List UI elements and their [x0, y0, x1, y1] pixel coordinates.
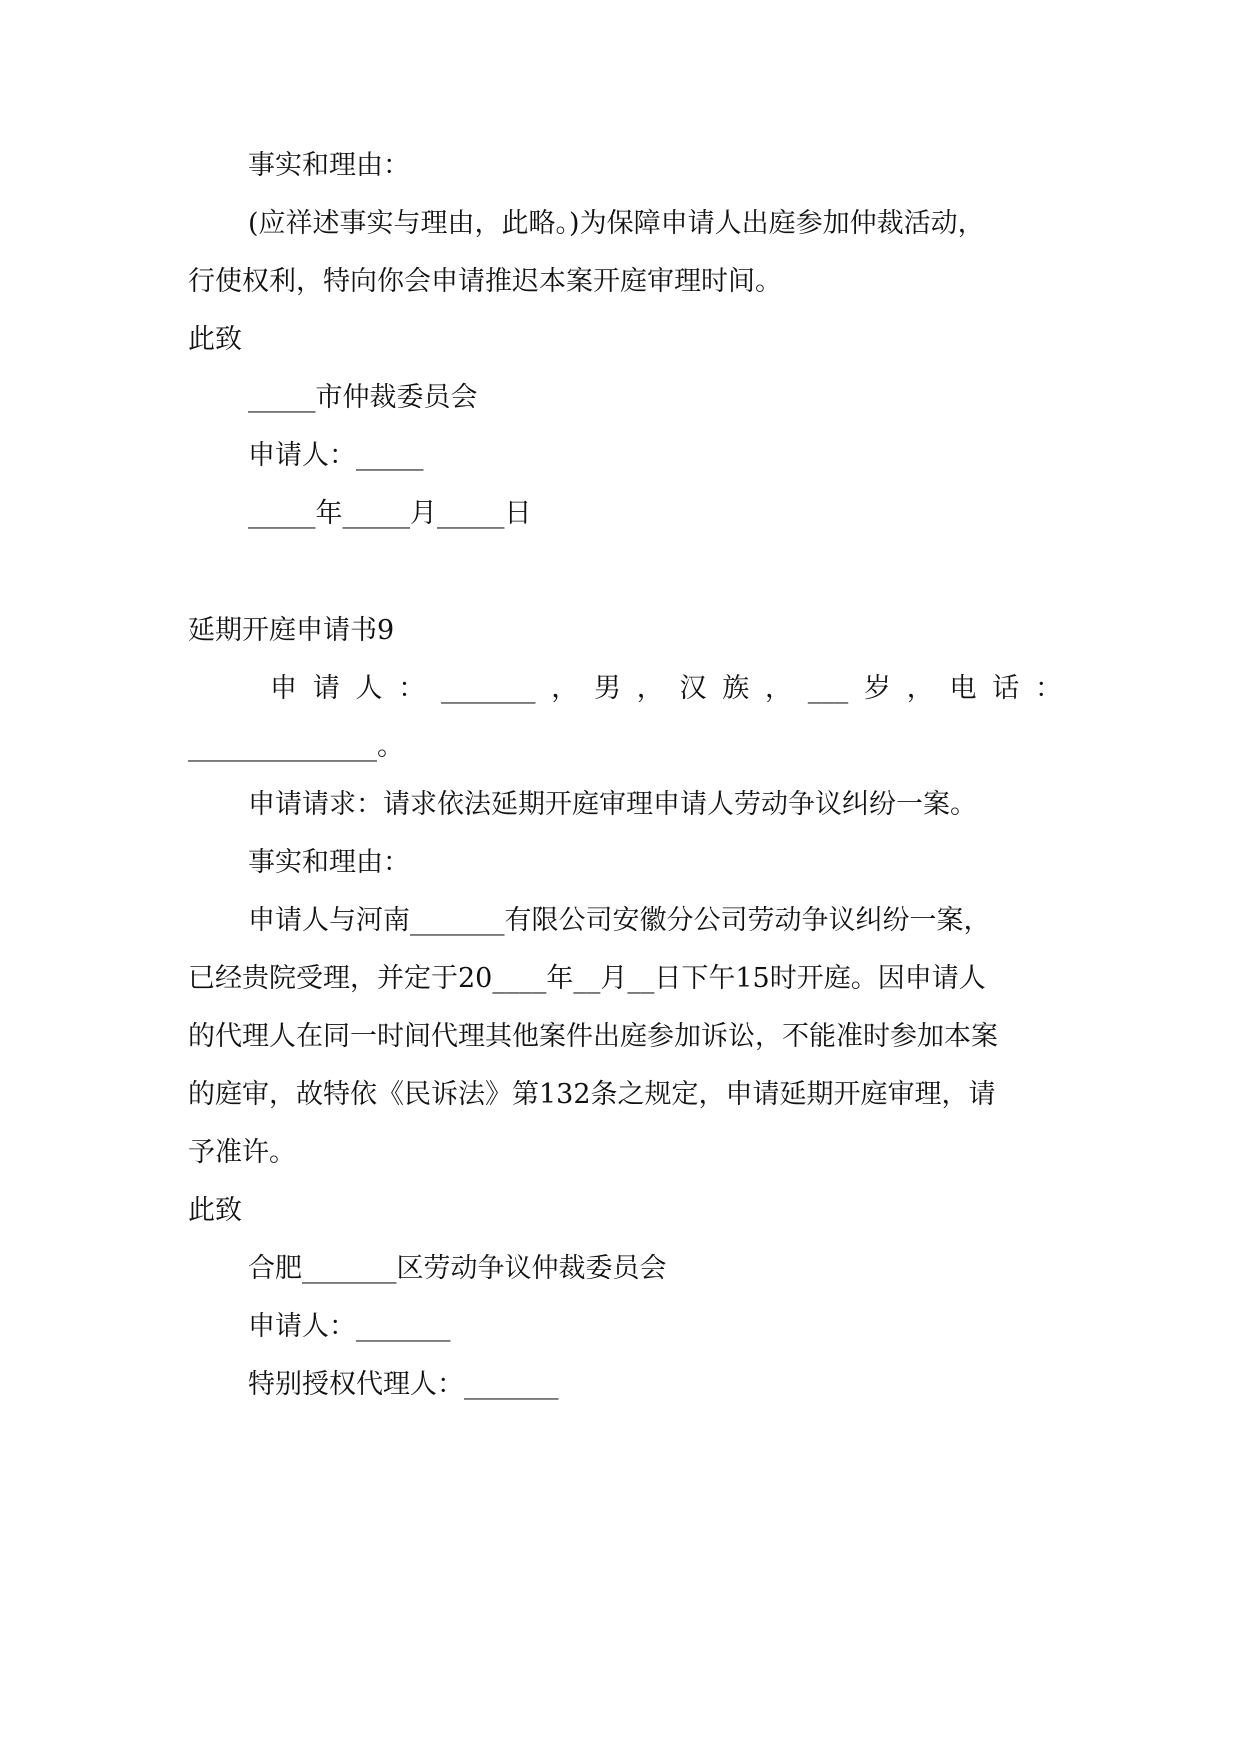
- facts-paragraph-line: (应祥述事实与理由，此略。)为保障申请人出庭参加仲裁活动，: [248, 208, 985, 239]
- applicant-info-part: _______: [441, 673, 536, 704]
- facts-paragraph-line: 予准许。: [188, 1137, 296, 1168]
- salutation: 此致: [188, 1195, 242, 1226]
- applicant-info-part: 请: [312, 673, 340, 704]
- applicant-info-part: 族: [722, 673, 750, 704]
- facts-paragraph-line: 行使权利，特向你会申请推迟本案开庭审理时间。: [188, 266, 782, 297]
- recipient: _____市仲裁委员会: [248, 382, 478, 413]
- recipient: 合肥_______区劳动争议仲裁委员会: [248, 1253, 667, 1284]
- facts-heading: 事实和理由：: [248, 847, 410, 878]
- applicant-signature: 申请人：_____: [248, 440, 424, 471]
- facts-paragraph-line: 的代理人在同一时间代理其他案件出庭参加诉讼，不能准时参加本案: [188, 1021, 998, 1052]
- agent-signature: 特别授权代理人：_______: [248, 1369, 559, 1400]
- applicant-info-part: 电: [949, 673, 977, 704]
- applicant-info-part: ：: [398, 673, 426, 704]
- applicant-info-part: ，: [551, 673, 579, 704]
- request-line: 申请请求：请求依法延期开庭审理申请人劳动争议纠纷一案。: [248, 789, 977, 820]
- salutation: 此致: [188, 324, 242, 355]
- applicant-info-part: ___: [807, 673, 849, 704]
- facts-heading: 事实和理由：: [248, 150, 410, 181]
- applicant-info-part: 话: [992, 673, 1020, 704]
- applicant-info-part: 岁: [864, 673, 891, 704]
- applicant-info-line: [270, 669, 1062, 709]
- applicant-info-part: 汉: [679, 673, 707, 704]
- facts-paragraph-line: 申请人与河南_______有限公司安徽分公司劳动争议纠纷一案，: [248, 905, 991, 936]
- facts-paragraph-line: 已经贵院受理，并定于20____年__月__日下午15时开庭。因申请人: [188, 963, 986, 994]
- applicant-info-part: 申: [270, 673, 297, 704]
- applicant-info-part: 男: [594, 673, 621, 704]
- applicant-info-part: ，: [765, 673, 792, 704]
- applicant-info-part: 人: [355, 673, 383, 704]
- applicant-info-part: ，: [906, 673, 934, 704]
- document-title: 延期开庭申请书9: [188, 615, 395, 646]
- applicant-info-part: ，: [636, 673, 664, 704]
- applicant-phone-line: ______________。: [188, 731, 404, 762]
- applicant-info-part: ：: [1035, 673, 1062, 704]
- applicant-signature: 申请人：_______: [248, 1311, 451, 1342]
- facts-paragraph-line: 的庭审，故特依《民诉法》第132条之规定，申请延期开庭审理，请: [188, 1079, 996, 1110]
- date-line: _____年_____月_____日: [248, 498, 532, 529]
